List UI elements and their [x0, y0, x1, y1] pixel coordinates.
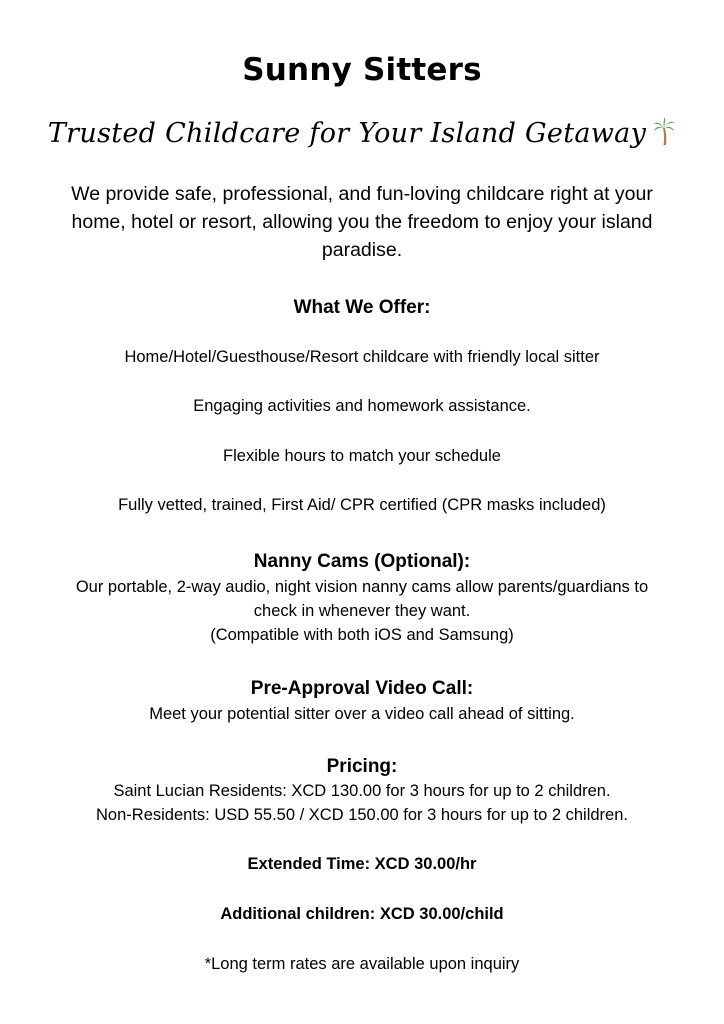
offer-item: Home/Hotel/Guesthouse/Resort childcare with friendly local sitter [124, 348, 600, 366]
video-call-line: Meet your potential sitter over a video call ahead of sitting. [149, 705, 575, 723]
page-title: Sunny Sitters [242, 52, 482, 88]
pricing-heading: Pricing: [326, 756, 398, 777]
offer-item: Engaging activities and homework assistance. [193, 397, 531, 415]
pricing-residents: Saint Lucian Residents: XCD 130.00 for 3 hours for up to 2 children. [113, 782, 611, 800]
nanny-cams-line-1: Our portable, 2-way audio, night vision nanny cams allow parents/guardians to [75, 578, 649, 596]
pricing-non-residents: Non-Residents: USD 55.50 / XCD 150.00 for 3 hours for up to 2 children. [96, 806, 628, 824]
offer-heading: What We Offer: [293, 297, 431, 318]
offer-item: Fully vetted, trained, First Aid/ CPR certified (CPR masks included) [118, 496, 606, 514]
intro-line-3: paradise. [321, 239, 403, 261]
palm-tree-icon [652, 116, 676, 146]
pricing-extended-time: Extended Time: XCD 30.00/hr [247, 855, 477, 873]
intro-line-2: home, hotel or resort, allowing you the freedom to enjoy your island [71, 211, 653, 233]
video-call-heading: Pre-Approval Video Call: [250, 678, 474, 699]
nanny-cams-heading: Nanny Cams (Optional): [253, 551, 471, 572]
offer-item: Flexible hours to match your schedule [223, 447, 501, 465]
nanny-cams-line-2: check in whenever they want. [253, 602, 471, 620]
pricing-additional-children: Additional children: XCD 30.00/child [220, 905, 504, 923]
nanny-cams-line-3: (Compatible with both iOS and Samsung) [210, 626, 514, 644]
tagline [0, 116, 724, 149]
tagline-text: Trusted Childcare for Your Island Getaway [47, 118, 647, 149]
pricing-note: *Long term rates are available upon inquiry [204, 955, 520, 973]
intro-line-1: We provide safe, professional, and fun-loving childcare right at your [71, 183, 653, 205]
